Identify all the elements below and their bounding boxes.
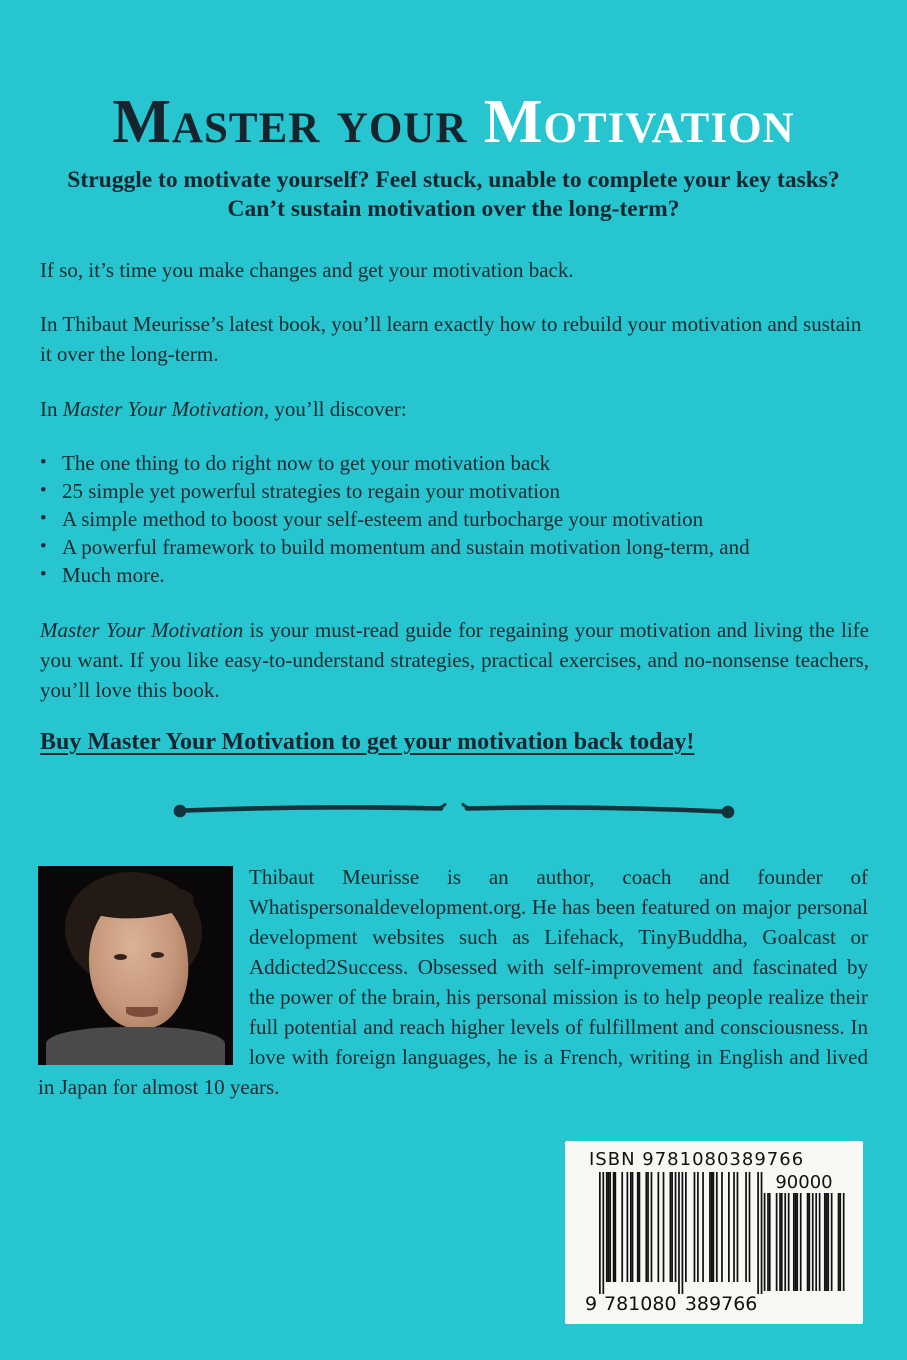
bullet-icon: • [40, 564, 47, 586]
book-title [0, 88, 907, 156]
headline: Struggle to motivate yourself? Feel stuck, unable to complete your key tasks? Can’t sustain motivation over the long-term? [67, 167, 840, 223]
svg-text:9: 9 [585, 1293, 598, 1314]
list-item [40, 505, 869, 533]
author-photo [38, 866, 233, 1065]
list-item [40, 477, 869, 505]
photo-eye [151, 952, 164, 958]
photo-eye [114, 954, 127, 960]
svg-text:389766: 389766 [684, 1293, 758, 1314]
book-title-dark: Master your [112, 87, 468, 156]
bullet-icon: • [40, 480, 47, 502]
ean13-barcode-icon [585, 1172, 767, 1314]
paragraph-book-pitch: In Thibaut Meurisse’s latest book, you’ll learn exactly how to rebuild your motivation and sustain it over the long-term. [40, 312, 862, 367]
paragraph-closing [40, 615, 869, 705]
photo-shirt [46, 1027, 225, 1065]
isbn-number: ISBN 9781080389766 [589, 1149, 805, 1170]
addon-number: 90000 [775, 1172, 833, 1193]
paragraph-intro: If so, it’s time you make changes and get your motivation back. [40, 258, 574, 282]
discover-suffix: you’ll discover: [269, 397, 407, 421]
closing-book-title: Master Your Motivation [40, 618, 244, 642]
barcode-addon [761, 1173, 847, 1296]
book-title-light: Motivation [483, 87, 795, 156]
svg-text:781080: 781080 [604, 1293, 677, 1314]
divider-flourish-icon [169, 798, 739, 824]
discover-book-title: Master Your Motivation, [62, 397, 270, 421]
call-to-action: Buy Master Your Motivation to get your motivation back today! [40, 729, 695, 755]
bullet-text: Much more. [62, 563, 165, 588]
bullet-text: The one thing to do right now to get your motivation back [62, 451, 551, 475]
isbn-barcode-block [565, 1141, 863, 1324]
closing-text: is your must-read guide for regaining your motivation and living the life you want. If you like easy-to-understand strategies, practical exercises, and no-nonsense teachers, you’ll love this book. [40, 618, 869, 703]
list-item [40, 561, 869, 589]
decorative-divider [0, 798, 907, 829]
bullet-text: A simple method to boost your self-esteem and turbocharge your motivation [62, 507, 704, 532]
paragraph-discover [40, 394, 869, 424]
bullet-text: A powerful framework to build momentum and sustain motivation long-term, and [62, 535, 750, 560]
bullet-text: 25 simple yet powerful strategies to regain your motivation [62, 479, 561, 504]
bullet-list [40, 449, 869, 589]
discover-prefix: In [40, 397, 63, 421]
ean5-barcode-icon [762, 1193, 846, 1291]
list-item [40, 449, 869, 477]
list-item [40, 533, 869, 561]
author-bio [38, 862, 868, 1102]
bullet-icon: • [40, 452, 47, 473]
author-bio-text: Thibaut Meurisse is an author, coach and founder of Whatispersonaldevelopment.org. He has been featured on major personal development websites such as Lifehack, TinyBuddha, Goalcast or Addicted2Success. Obsessed with self-improvement and fascinated by the power of the brain, his personal mission is to help people realize their full potential and reach higher levels of fulfillment and consciousness. In love with foreign languages, he is a French, writing in English and lived in Japan for almost 10 years. [38, 865, 868, 1100]
bullet-icon: • [40, 536, 47, 558]
bullet-icon: • [40, 508, 47, 530]
